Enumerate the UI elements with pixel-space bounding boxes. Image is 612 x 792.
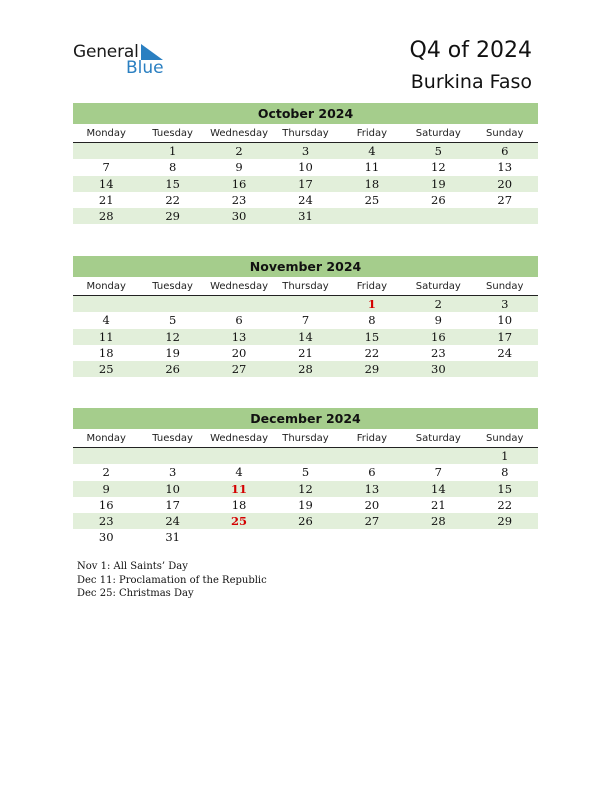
- day-cell: 22: [364, 345, 380, 360]
- week-row: [73, 513, 538, 529]
- day-cell: 25: [98, 362, 114, 377]
- empty-day-cell: [206, 296, 272, 312]
- day-cell: 2: [102, 465, 110, 480]
- day-cell: 20: [497, 176, 513, 191]
- weekday-label: Saturday: [415, 281, 461, 292]
- day-cell: 6: [235, 313, 243, 328]
- holiday-note: Dec 11: Proclamation of the Republic: [77, 574, 267, 586]
- day-cell: 7: [301, 313, 310, 328]
- week-row: [73, 361, 538, 377]
- day-cell: 9: [102, 481, 110, 496]
- day-cell: 1: [367, 297, 376, 311]
- holiday-notes: [77, 560, 267, 601]
- day-cell: 5: [434, 144, 442, 158]
- day-cell: 20: [231, 345, 247, 360]
- day-cell: 15: [165, 176, 180, 191]
- weekday-label: Wednesday: [210, 281, 268, 292]
- month-october: [73, 103, 538, 224]
- weekday-label: Tuesday: [152, 128, 193, 139]
- month-header: December 2024: [73, 408, 538, 429]
- weekday-label: Saturday: [415, 128, 461, 139]
- day-cell: 12: [298, 481, 313, 496]
- empty-day-cell: [339, 529, 405, 545]
- day-cell: 31: [165, 530, 180, 545]
- day-cell: 29: [497, 514, 513, 529]
- weekday-label: Saturday: [415, 433, 461, 444]
- weekday-label: Wednesday: [210, 433, 268, 444]
- day-cell: 25: [231, 514, 248, 529]
- weekday-header-row: [73, 277, 538, 296]
- day-cell: 18: [98, 345, 114, 360]
- week-row: [73, 192, 538, 208]
- holiday-note: Dec 25: Christmas Day: [77, 588, 194, 600]
- day-cell: 23: [98, 514, 114, 529]
- day-cell: 12: [431, 160, 446, 175]
- weekday-header-row: [73, 429, 538, 448]
- day-cell: 24: [497, 345, 513, 360]
- month-december: [73, 408, 538, 546]
- day-cell: 8: [501, 465, 509, 480]
- day-cell: 9: [235, 160, 243, 175]
- week-row: [73, 529, 538, 545]
- day-cell: 2: [434, 297, 442, 311]
- week-row: [73, 345, 538, 361]
- day-cell: 16: [231, 176, 247, 191]
- week-row: [73, 143, 538, 159]
- weekday-label: Monday: [86, 128, 126, 139]
- day-cell: 14: [431, 481, 446, 496]
- weekday-label: Sunday: [486, 281, 524, 292]
- empty-day-cell: [272, 529, 338, 545]
- logo: [73, 42, 173, 78]
- weekday-label: Friday: [356, 128, 388, 139]
- empty-day-cell: [339, 448, 405, 464]
- day-cell: 17: [298, 176, 313, 191]
- day-cell: 30: [231, 209, 247, 224]
- empty-day-cell: [405, 529, 471, 545]
- weekday-label: Thursday: [282, 281, 329, 292]
- day-cell: 14: [98, 176, 114, 191]
- empty-day-cell: [206, 529, 272, 545]
- day-cell: 31: [298, 209, 313, 224]
- day-cell: 4: [368, 144, 376, 158]
- empty-day-cell: [472, 361, 538, 377]
- day-cell: 18: [364, 176, 380, 191]
- day-cell: 30: [98, 530, 114, 545]
- day-cell: 19: [165, 345, 180, 360]
- day-cell: 28: [298, 362, 313, 377]
- day-cell: 5: [168, 313, 177, 328]
- day-cell: 10: [497, 313, 513, 328]
- weekday-label: Thursday: [282, 433, 329, 444]
- logo-blue-text: Blue: [126, 58, 164, 78]
- day-cell: 4: [235, 465, 243, 480]
- week-row: [73, 497, 538, 513]
- day-cell: 3: [501, 297, 509, 311]
- day-cell: 11: [98, 329, 114, 344]
- day-cell: 24: [165, 514, 180, 529]
- day-cell: 19: [298, 497, 313, 512]
- day-cell: 29: [364, 362, 380, 377]
- empty-day-cell: [73, 143, 139, 159]
- day-cell: 8: [168, 160, 177, 175]
- day-cell: 1: [501, 449, 509, 463]
- day-cell: 3: [168, 465, 177, 480]
- week-row: [73, 208, 538, 224]
- day-cell: 14: [298, 329, 313, 344]
- weekday-label: Sunday: [486, 128, 524, 139]
- day-cell: 10: [298, 160, 313, 175]
- day-cell: 26: [298, 514, 313, 529]
- day-cell: 20: [364, 497, 380, 512]
- day-cell: 23: [431, 345, 446, 360]
- week-row: [73, 159, 538, 175]
- week-row: [73, 448, 538, 464]
- day-cell: 27: [497, 192, 513, 207]
- day-cell: 27: [231, 362, 247, 377]
- day-cell: 24: [298, 192, 313, 207]
- day-cell: 15: [364, 329, 380, 344]
- empty-day-cell: [73, 296, 139, 312]
- weekday-label: Monday: [86, 281, 126, 292]
- day-cell: 2: [235, 144, 243, 158]
- day-cell: 28: [98, 209, 114, 224]
- day-cell: 26: [165, 362, 180, 377]
- weekday-label: Tuesday: [152, 281, 193, 292]
- empty-day-cell: [139, 296, 205, 312]
- weekday-label: Friday: [356, 281, 388, 292]
- day-cell: 22: [497, 497, 513, 512]
- day-cell: 23: [231, 192, 247, 207]
- day-cell: 1: [168, 144, 177, 158]
- day-cell: 27: [364, 514, 380, 529]
- day-cell: 17: [165, 497, 180, 512]
- page-title: Q4 of 2024: [409, 38, 532, 63]
- empty-day-cell: [139, 448, 205, 464]
- month-november: [73, 256, 538, 377]
- empty-day-cell: [405, 208, 471, 224]
- day-cell: 18: [231, 497, 247, 512]
- holiday-note: Nov 1: All Saints’ Day: [77, 561, 188, 572]
- day-cell: 11: [364, 160, 380, 175]
- month-header: October 2024: [73, 103, 538, 124]
- day-cell: 5: [301, 465, 310, 480]
- week-row: [73, 176, 538, 192]
- week-row: [73, 296, 538, 312]
- day-cell: 4: [102, 313, 110, 328]
- week-row: [73, 481, 538, 497]
- day-cell: 12: [165, 329, 180, 344]
- week-row: [73, 329, 538, 345]
- country-name: Burkina Faso: [410, 71, 532, 93]
- weekday-label: Wednesday: [210, 128, 268, 139]
- day-cell: 30: [431, 362, 446, 377]
- day-cell: 3: [301, 144, 310, 158]
- empty-day-cell: [206, 448, 272, 464]
- empty-day-cell: [272, 448, 338, 464]
- day-cell: 13: [231, 329, 247, 344]
- day-cell: 29: [165, 209, 180, 224]
- empty-day-cell: [472, 529, 538, 545]
- day-cell: 19: [431, 176, 446, 191]
- empty-day-cell: [472, 208, 538, 224]
- day-cell: 8: [368, 313, 376, 328]
- day-cell: 13: [497, 160, 513, 175]
- weekday-label: Friday: [356, 433, 388, 444]
- day-cell: 6: [368, 465, 376, 480]
- day-cell: 21: [431, 497, 446, 512]
- empty-day-cell: [339, 208, 405, 224]
- week-row: [73, 464, 538, 480]
- weekday-label: Tuesday: [152, 433, 193, 444]
- day-cell: 16: [98, 497, 114, 512]
- day-cell: 13: [364, 481, 380, 496]
- month-header: November 2024: [73, 256, 538, 277]
- day-cell: 10: [165, 481, 180, 496]
- day-cell: 16: [431, 329, 446, 344]
- empty-day-cell: [73, 448, 139, 464]
- day-cell: 25: [364, 192, 380, 207]
- weekday-label: Monday: [86, 433, 126, 444]
- week-row: [73, 312, 538, 328]
- day-cell: 28: [431, 514, 446, 529]
- empty-day-cell: [272, 296, 338, 312]
- day-cell: 22: [165, 192, 180, 207]
- weekday-label: Sunday: [486, 433, 524, 444]
- day-cell: 7: [102, 160, 110, 175]
- day-cell: 9: [434, 313, 442, 328]
- weekday-header-row: [73, 124, 538, 143]
- day-cell: 26: [431, 192, 446, 207]
- empty-day-cell: [405, 448, 471, 464]
- day-cell: 6: [501, 144, 509, 158]
- logo-general-text: General: [73, 42, 139, 62]
- day-cell: 7: [434, 465, 442, 480]
- day-cell: 17: [497, 329, 513, 344]
- day-cell: 21: [98, 192, 114, 207]
- day-cell: 11: [231, 481, 248, 496]
- day-cell: 15: [497, 481, 513, 496]
- day-cell: 21: [298, 345, 313, 360]
- weekday-label: Thursday: [282, 128, 329, 139]
